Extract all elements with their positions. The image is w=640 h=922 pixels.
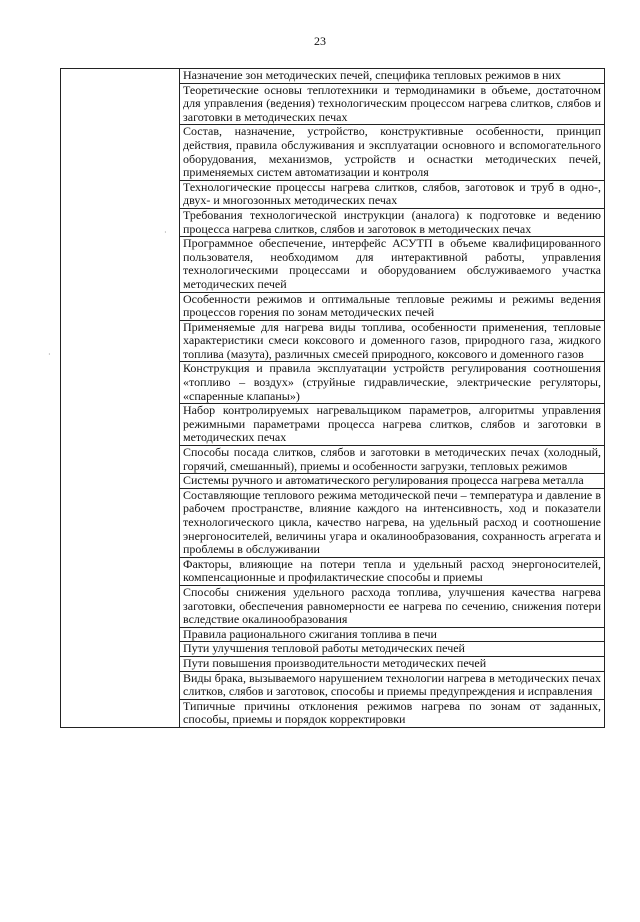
table-cell: Требования технологической инструкции (аналога) к подготовке и ведению процесса нагрева слитков, слябов и заготовок в методических печах bbox=[180, 208, 605, 236]
table-cell: Назначение зон методических печей, специфика тепловых режимов в них bbox=[180, 69, 605, 84]
table-cell: Системы ручного и автоматического регулирования процесса нагрева металла bbox=[180, 474, 605, 489]
table-cell: Правила рационального сжигания топлива в печи bbox=[180, 627, 605, 642]
table-cell: Технологические процессы нагрева слитков, слябов, заготовок и труб в одно-, двух- и многозонных методических печах bbox=[180, 180, 605, 208]
table-cell: Пути улучшения тепловой работы методических печей bbox=[180, 642, 605, 657]
knowledge-table bbox=[60, 68, 605, 728]
table-cell: Типичные причины отклонения режимов нагрева по зонам от заданных, способы, приемы и порядок корректировки bbox=[180, 699, 605, 727]
table-cell: Виды брака, вызываемого нарушением технологии нагрева в методических печах слитков, слябов и заготовок, способы и приемы предупреждения и исправления bbox=[180, 671, 605, 699]
table-cell: Способы посада слитков, слябов и заготовки в методических печах (холодный, горячий, смешанный), приемы и особенности загрузки, тепловых режимов bbox=[180, 446, 605, 474]
page-number: 23 bbox=[314, 34, 326, 48]
table-cell: Применяемые для нагрева виды топлива, особенности применения, тепловые характеристики смеси коксового и доменного газов, природного газа, жидкого топлива (мазута), различных смесей природного, коксового и доменного газов bbox=[180, 320, 605, 362]
scan-speck: · bbox=[164, 228, 167, 237]
table-cell: Конструкция и правила эксплуатации устройств регулирования соотношения «топливо – воздух» (струйные гидравлические, электрические регуляторы, «спаренные клапаны») bbox=[180, 362, 605, 404]
scan-speck: · bbox=[48, 350, 51, 359]
table-row bbox=[61, 69, 605, 84]
empty-left-column bbox=[61, 69, 180, 728]
table-cell: Пути повышения производительности методических печей bbox=[180, 656, 605, 671]
table-cell: Состав, назначение, устройство, конструктивные особенности, принцип действия, правила обслуживания и эксплуатации основного и вспомогательного оборудования, механизмов, устройств и оснастки методических печей, применяемых систем автоматизации и контроля bbox=[180, 125, 605, 180]
table-cell: Составляющие теплового режима методической печи – температура и давление в рабочем пространстве, влияние каждого на интенсивность, ход и показатели технологического цикла, качество нагрева, на удельный расход и соотношение энергоносителей, величины угара и окалинообразования, сохранность агрегата и проблемы в обслуживании bbox=[180, 488, 605, 557]
table-cell: Программное обеспечение, интерфейс АСУТП в объеме квалифицированного пользователя, необходимом для интерактивной работы, управления технологическими процессами и оборудованием обслуживаемого участка методических печей bbox=[180, 237, 605, 292]
table-cell: Особенности режимов и оптимальные тепловые режимы и режимы ведения процессов горения по зонам методических печей bbox=[180, 292, 605, 320]
table-cell: Набор контролируемых нагревальщиком параметров, алгоритмы управления режимными параметрами процесса нагрева слитков, слябов и заготовки в методических печах bbox=[180, 404, 605, 446]
table-cell: Теоретические основы теплотехники и термодинамики в объеме, достаточном для управления (ведения) технологическим процессом нагрева слитков, слябов и заготовки в методических печах bbox=[180, 83, 605, 125]
table-cell: Факторы, влияющие на потери тепла и удельный расход энергоносителей, компенсационные и профилактические способы и приемы bbox=[180, 557, 605, 585]
table-cell: Способы снижения удельного расхода топлива, улучшения качества нагрева заготовки, обеспечения равномерности ее нагрева по сечению, снижения потери вследствие окалинообразования bbox=[180, 585, 605, 627]
